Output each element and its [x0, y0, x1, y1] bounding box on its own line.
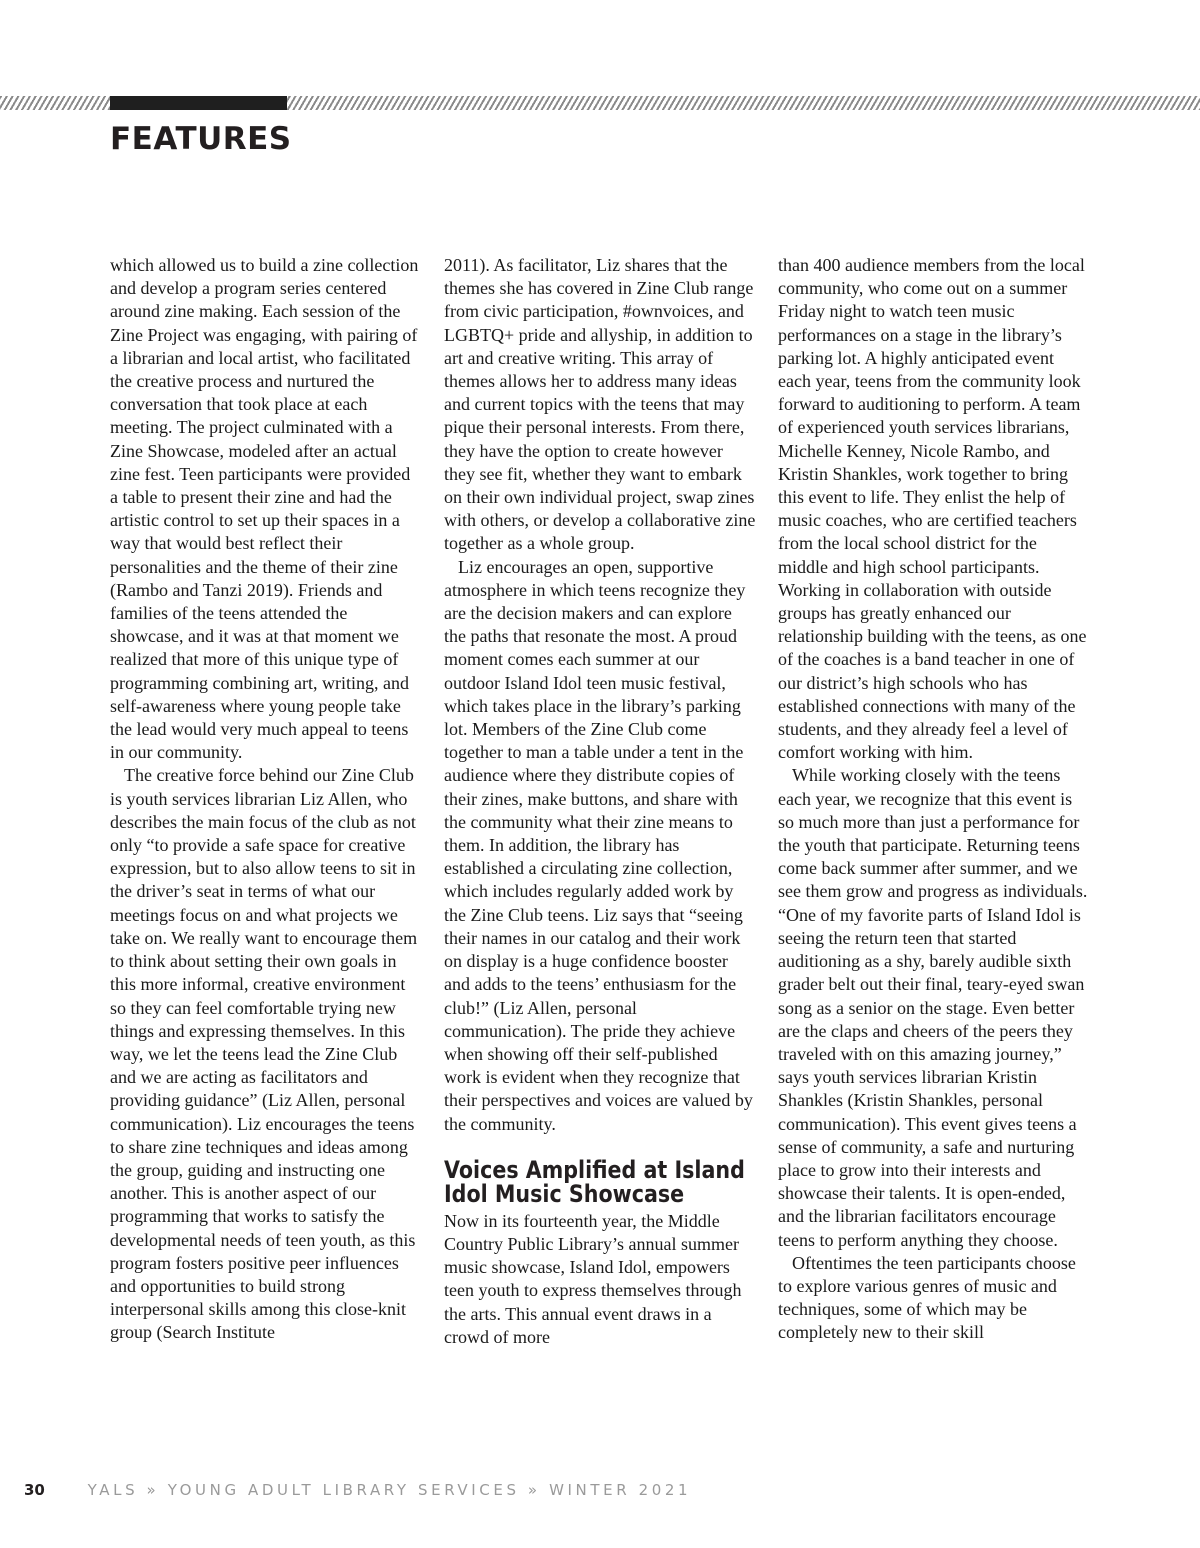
text-column-1 — [110, 254, 422, 1345]
section-title: FEATURES — [110, 121, 292, 157]
col3-paragraph-2: While working closely with the teens each year, we recognize that this event is so much more than just a performance for the youth that participate. Returning teens come back summer after summer, and we see them grow and progress as individuals. “One of my favorite parts of Island Idol is seeing the return teen that started auditioning as a shy, barely audible sixth grader belt out their final, teary-eyed swan song as a senior on the stage. Even better are the claps and cheers of the peers they traveled with on this amazing journey,” says youth services librarian Kristin Shankles (Kristin Shankles, personal communication). This event gives teens a sense of community, a safe and nurturing place to grow into their interests and showcase their talents. It is open-ended, and the librarian facilitators encourage teens to perform anything they choose. — [778, 765, 1088, 1250]
col2-paragraph-3: Now in its fourteenth year, the Middle Country Public Library’s annual summer music showcase, Island Idol, empowers teen youth to express themselves through the arts. This annual event draws in a crowd of more — [444, 1210, 742, 1347]
page-number: 30 — [24, 1481, 45, 1499]
col1-paragraph-1: which allowed us to build a zine collection and develop a program series centered around zine making. Each session of the Zine Project was engaging, with pairing of a librarian and local artist, who facilitated the creative process and nurtured the conversation that took place at each meeting. The project culminated with a Zine Showcase, modeled after an actual zine fest. Teen participants were provided a table to present their zine and had the artistic control to set up their spaces in a way that would best reflect their personalities and the theme of their zine (Rambo and Tanzi 2019). Friends and families of the teens attended the showcase, and it was at that moment we realized that more of this unique type of programming combining art, writing, and self-awareness where young people take the lead would very much appeal to teens in our community. — [110, 255, 419, 763]
col3-paragraph-3: Oftentimes the teen participants choose to explore various genres of music and techniques, some of which may be completely new to their skill — [778, 1252, 1076, 1343]
text-column-3 — [778, 254, 1090, 1345]
section-subheading: Voices Amplified at Island Idol Music Showcase — [444, 1155, 745, 1208]
col1-paragraph-2: The creative force behind our Zine Club is youth services librarian Liz Allen, who describes the main focus of the club as not only “to provide a safe space for creative expression, but to also allow teens to sit in the driver’s seat in terms of what our meetings focus on and what projects we take on. We really want to encourage them to think about setting their own goals in this more informal, creative environment so they can feel comfortable trying new things and expressing themselves. In this way, we let the teens lead the Zine Club and we are acting as facilitators and providing guidance” (Liz Allen, personal communication). Liz encourages the teens to share zine techniques and ideas among the group, guiding and instructing one another. This is another aspect of our programming that works to satisfy the developmental needs of teen youth, as this program fosters positive peer influences and opportunities to build strong interpersonal skills among this close-knit group (Search Institute — [110, 765, 418, 1343]
header-solid-bar — [110, 96, 287, 110]
text-column-2 — [444, 254, 756, 1349]
col2-paragraph-2: Liz encourages an open, supportive atmosphere in which teens recognize they are the decision makers and can explore the paths that resonate the most. A proud moment comes each summer at our outdoor Island Idol teen music festival, which takes place in the library’s parking lot. Members of the Zine Club come together to man a table under a tent in the audience where they distribute copies of their zines, make buttons, and share with the community what their zine means to them. In addition, the library has established a circulating zine collection, which includes regularly added work by the Zine Club teens. Liz says that “seeing their names in our catalog and their work on display is a huge confidence booster and adds to the teens’ enthusiasm for the club!” (Liz Allen, personal communication). The pride they achieve when showing off their self-published work is evident when they recognize that their perspectives and voices are valued by the community. — [444, 556, 753, 1134]
running-footer: YALS » YOUNG ADULT LIBRARY SERVICES » WINTER 2021 — [87, 1481, 692, 1499]
page-footer — [24, 1480, 691, 1500]
col3-paragraph-1: than 400 audience members from the local community, who come out on a summer Friday night to watch teen music performances on a stage in the library’s parking lot. A highly anticipated event each year, teens from the community look forward to auditioning to perform. A team of experienced youth services librarians, Michelle Kenney, Nicole Rambo, and Kristin Shankles, work together to bring this event to life. They enlist the help of music coaches, who are certified teachers from the local school district for the middle and high school participants. Working in collaboration with outside groups has greatly enhanced our relationship building with the teens, as one of the coaches is a band teacher in one of our district’s high schools who has established connections with many of the students, and they already feel a level of comfort working with him. — [778, 255, 1087, 763]
col2-paragraph-1: 2011). As facilitator, Liz shares that the themes she has covered in Zine Club range from civic participation, #ownvoices, and LGBTQ+ pride and allyship, in addition to art and creative writing. This array of themes allows her to address many ideas and current topics with the teens that may pique their personal interests. From there, they have the option to create however they see fit, whether they want to embark on their own individual project, swap zines with others, or develop a collaborative zine together as a whole group. — [444, 255, 756, 554]
